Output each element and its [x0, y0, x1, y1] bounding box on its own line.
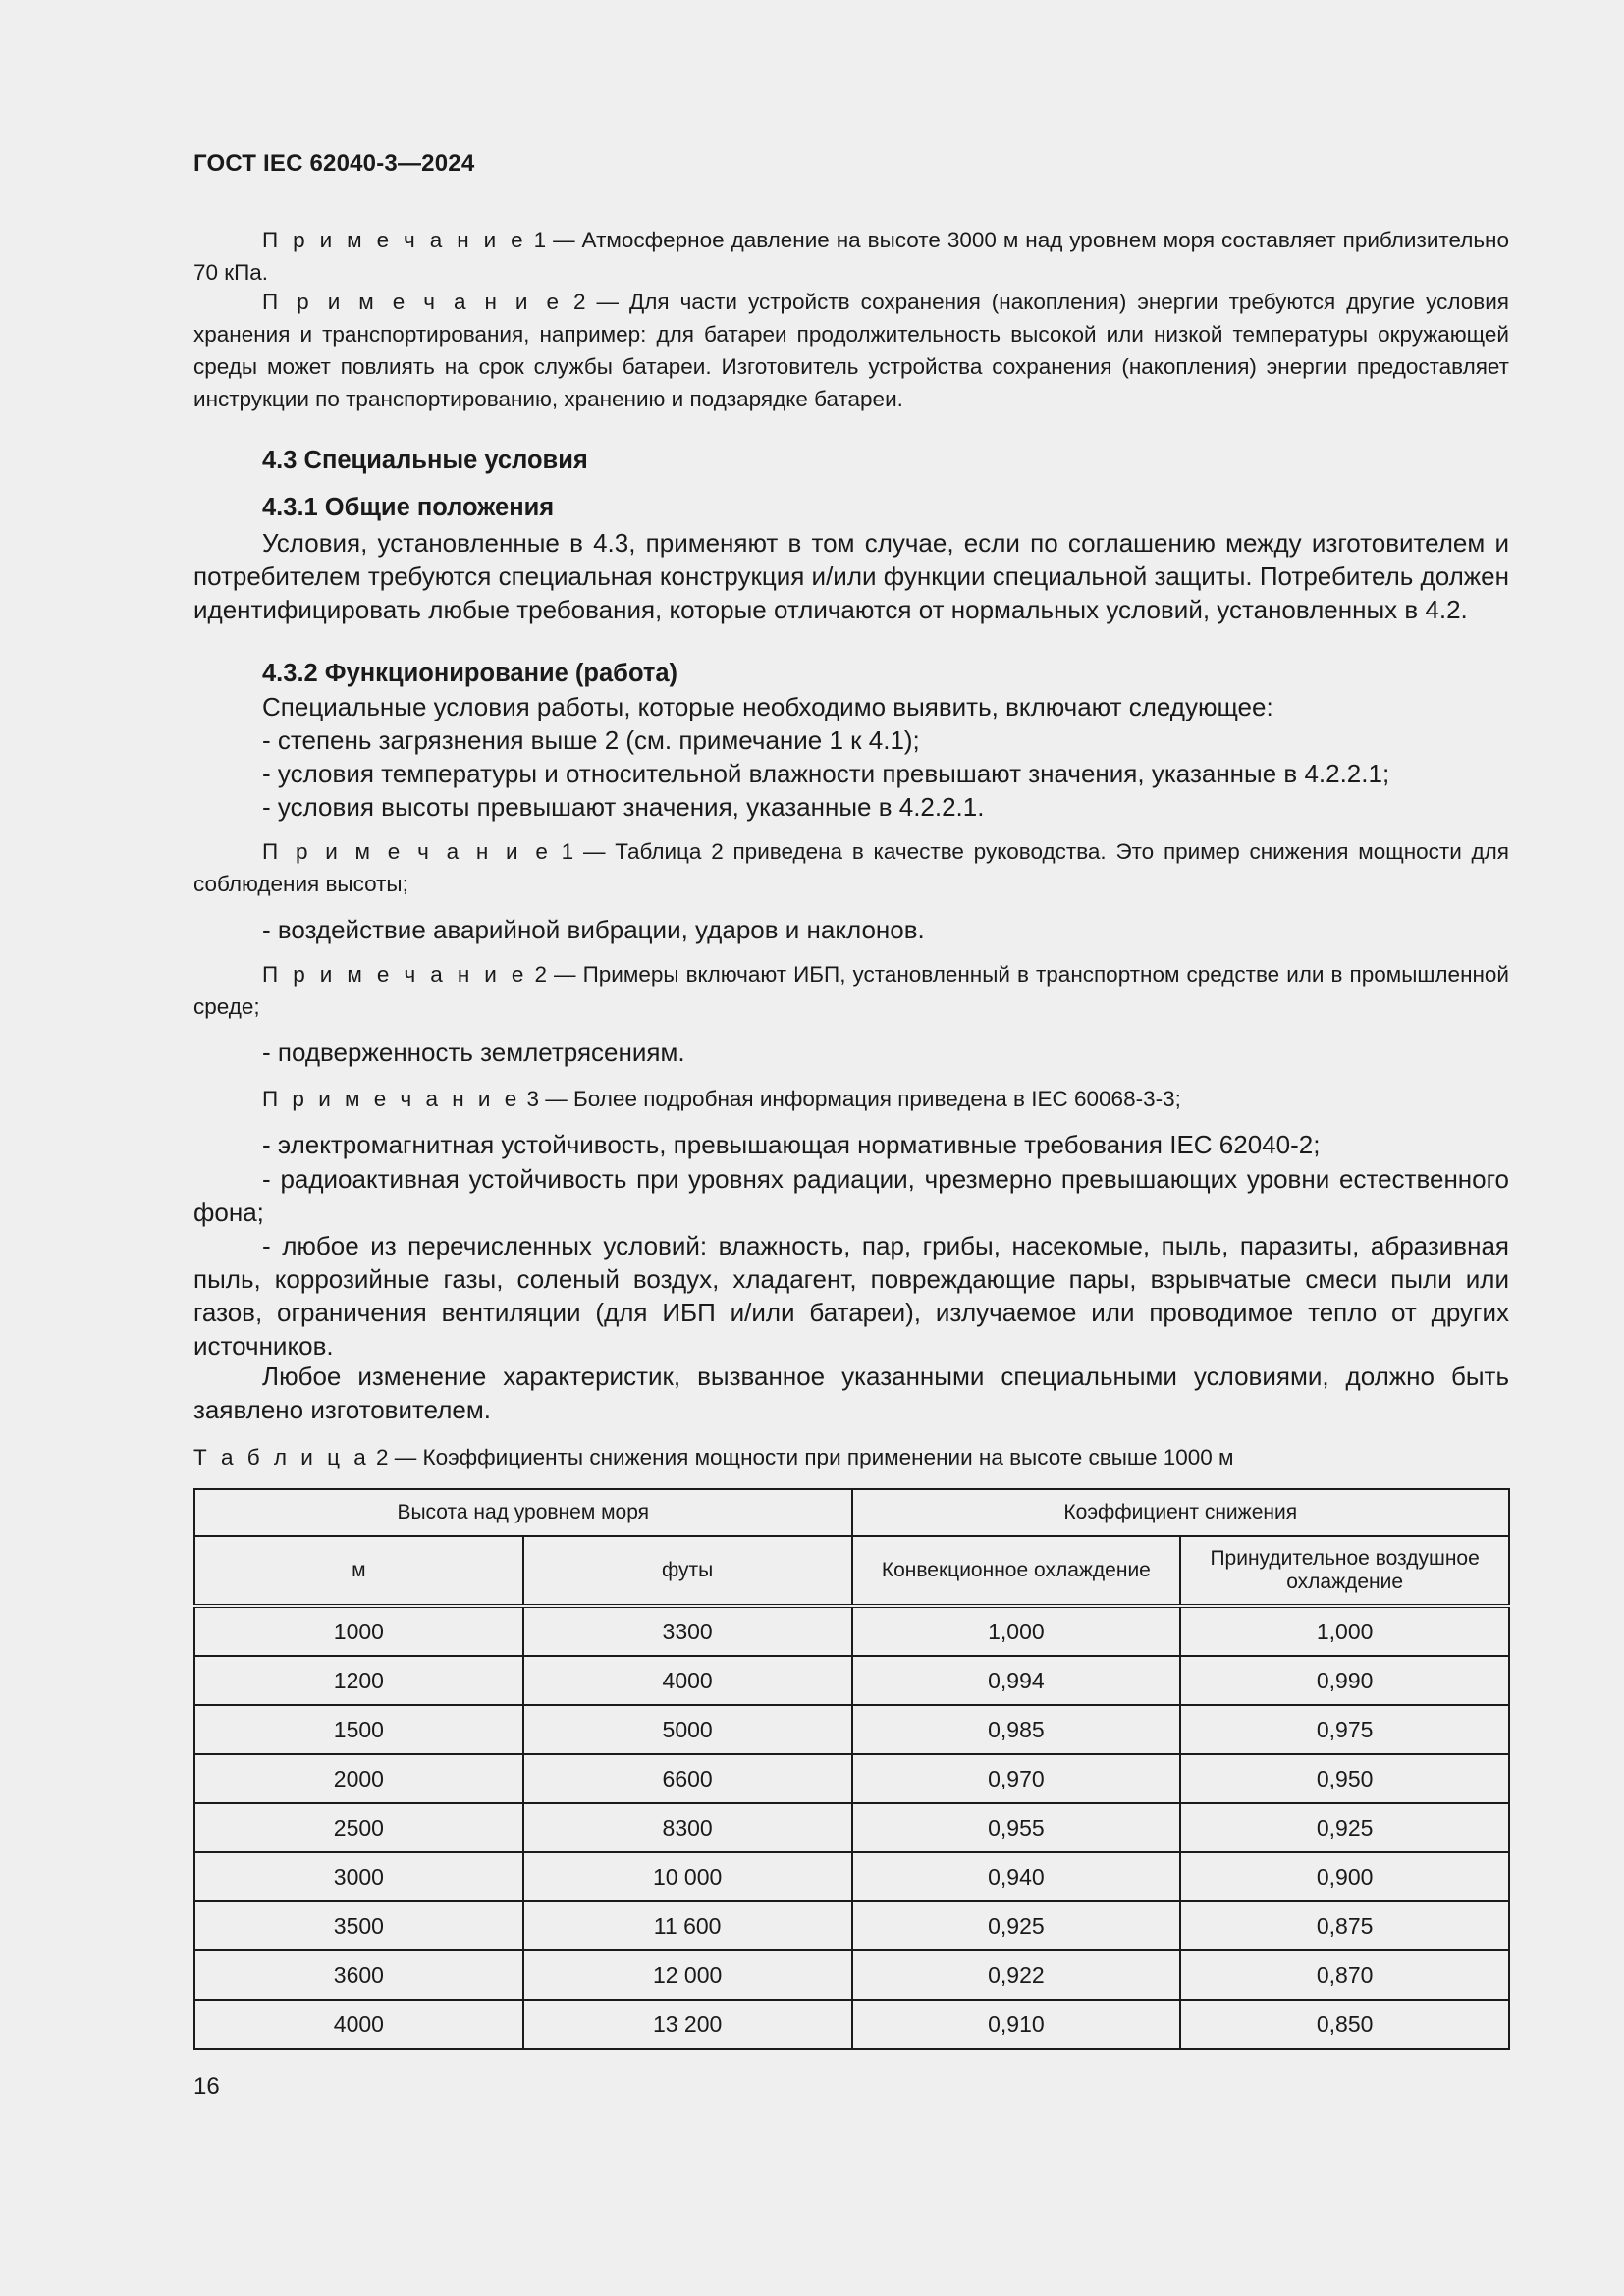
table-cell: 3500	[194, 1901, 523, 1950]
table-cell: 0,985	[852, 1705, 1181, 1754]
section-heading-4-3: 4.3 Специальные условия	[262, 447, 588, 474]
table-cell: 3000	[194, 1852, 523, 1901]
note-label: П р и м е ч а н и е	[262, 228, 527, 252]
table-cell: 0,955	[852, 1803, 1181, 1852]
table-caption	[193, 1445, 1234, 1470]
table-cell: 12 000	[523, 1950, 852, 2000]
paragraph-4-3-1: Условия, установленные в 4.3, применяют в том случае, если по соглашению между изготовителем и потребителем требуются специальная конструкция и/или функции специальной защиты. Потребитель должен идентифицировать любые требования, которые отличаются от нормальных условий, установленных в 4.2.	[193, 528, 1509, 624]
table-group-header: Коэффициент снижения	[852, 1489, 1510, 1536]
table-cell: 13 200	[523, 2000, 852, 2049]
table-cell: 0,994	[852, 1656, 1181, 1705]
list-item: - условия высоты превышают значения, указанные в 4.2.2.1.	[262, 792, 985, 822]
note-3	[193, 1083, 1509, 1115]
list-item: - воздействие аварийной вибрации, ударов и наклонов.	[262, 915, 925, 944]
note-label: П р и м е ч а н и е	[262, 839, 552, 864]
note-text: 1 — Атмосферное давление на высоте 3000 м над уровнем моря составляет приблизительно 70 кПа.	[193, 228, 1509, 285]
table-cell: 0,940	[852, 1852, 1181, 1901]
table-row	[194, 1656, 1509, 1705]
table-column-header: м	[194, 1536, 523, 1606]
table-cell: 0,950	[1180, 1754, 1509, 1803]
table-cell: 5000	[523, 1705, 852, 1754]
table-cell: 4000	[523, 1656, 852, 1705]
table-group-header-row	[194, 1489, 1509, 1536]
table-cell: 0,925	[1180, 1803, 1509, 1852]
table-cell: 0,870	[1180, 1950, 1509, 2000]
table-row	[194, 1754, 1509, 1803]
page-number: 16	[193, 2073, 220, 2100]
table-cell: 2500	[194, 1803, 523, 1852]
table-column-header: Принудительное воздушное охлаждение	[1180, 1536, 1509, 1606]
table-cell: 1,000	[1180, 1606, 1509, 1656]
table-row	[194, 1803, 1509, 1852]
note-1	[193, 835, 1509, 900]
note-label: П р и м е ч а н и е	[262, 1087, 521, 1111]
table-header-row	[194, 1536, 1509, 1606]
table-row	[194, 1901, 1509, 1950]
paragraph-4-3-2: Специальные условия работы, которые необходимо выявить, включают следующее:	[262, 692, 1273, 721]
table-row	[194, 2000, 1509, 2049]
list-item: - радиоактивная устойчивость при уровнях радиации, чрезмерно превышающих уровни естественного фона;	[193, 1164, 1509, 1227]
table-cell: 0,970	[852, 1754, 1181, 1803]
table-cell: 0,975	[1180, 1705, 1509, 1754]
table-cell: 0,900	[1180, 1852, 1509, 1901]
table-cell: 1000	[194, 1606, 523, 1656]
table-cell: 10 000	[523, 1852, 852, 1901]
table-cell: 11 600	[523, 1901, 852, 1950]
note-text: 3 — Более подробная информация приведена в IEC 60068-3-3;	[520, 1087, 1181, 1111]
table-cell: 4000	[194, 2000, 523, 2049]
table-cell: 1200	[194, 1656, 523, 1705]
table-cell: 0,850	[1180, 2000, 1509, 2049]
note-text: 2 — Примеры включают ИБП, установленный в транспортном средстве или в промышленной среде;	[193, 962, 1509, 1019]
document-header: ГОСТ IEC 62040-3—2024	[193, 150, 475, 177]
table-row	[194, 1606, 1509, 1656]
table-cell: 0,922	[852, 1950, 1181, 2000]
table-cell: 8300	[523, 1803, 852, 1852]
derating-table	[193, 1488, 1510, 2050]
section-heading-4-3-1: 4.3.1 Общие положения	[262, 494, 555, 521]
table-cell: 0,990	[1180, 1656, 1509, 1705]
note-text: 1 — Таблица 2 приведена в качестве руководства. Это пример снижения мощности для соблюдения высоты;	[193, 839, 1509, 896]
table-caption-label: Т а б л и ц а	[193, 1445, 370, 1469]
table-row	[194, 1950, 1509, 2000]
table-row	[194, 1705, 1509, 1754]
note-text: 2 — Для части устройств сохранения (накопления) энергии требуются другие условия хранения и транспортирования, например: для батареи продолжительность высокой или низкой температуры окружающей среды может повлиять на срок службы батареи. Изготовитель устройства сохранения (накопления) энергии предоставляет инструкции по транспортированию, хранению и подзарядке батареи.	[193, 290, 1509, 411]
table-cell: 1,000	[852, 1606, 1181, 1656]
table-cell: 3600	[194, 1950, 523, 2000]
note-top-1	[193, 224, 1509, 289]
list-item: - подверженность землетрясениям.	[262, 1038, 685, 1067]
list-item: - любое из перечисленных условий: влажность, пар, грибы, насекомые, пыль, паразиты, абразивная пыль, коррозийные газы, соленый воздух, хладагент, повреждающие пары, взрывчатые смеси пыли или газов, ограничения вентиляции (для ИБП и/или батареи), излучаемое или проводимое тепло от других источников.	[193, 1231, 1509, 1361]
table-row	[194, 1852, 1509, 1901]
table-cell: 3300	[523, 1606, 852, 1656]
list-item: - степень загрязнения выше 2 (см. примечание 1 к 4.1);	[262, 725, 920, 755]
table-caption-text: 2 — Коэффициенты снижения мощности при применении на высоте свыше 1000 м	[369, 1445, 1234, 1469]
table-cell: 1500	[194, 1705, 523, 1754]
note-2	[193, 958, 1509, 1023]
table-cell: 0,925	[852, 1901, 1181, 1950]
list-item: - условия температуры и относительной влажности превышают значения, указанные в 4.2.2.1;	[262, 759, 1390, 788]
table-cell: 0,875	[1180, 1901, 1509, 1950]
paragraph-final: Любое изменение характеристик, вызванное указанными специальными условиями, должно быть заявлено изготовителем.	[193, 1362, 1509, 1424]
note-label: П р и м е ч а н и е	[262, 290, 564, 314]
note-label: П р и м е ч а н и е	[262, 962, 528, 987]
table-column-header: Конвекционное охлаждение	[852, 1536, 1181, 1606]
section-heading-4-3-2: 4.3.2 Функционирование (работа)	[262, 660, 678, 687]
table-cell: 6600	[523, 1754, 852, 1803]
table-cell: 2000	[194, 1754, 523, 1803]
table-cell: 0,910	[852, 2000, 1181, 2049]
list-item: - электромагнитная устойчивость, превышающая нормативные требования IEC 62040-2;	[262, 1130, 1321, 1159]
note-top-2	[193, 286, 1509, 415]
table-group-header: Высота над уровнем моря	[194, 1489, 852, 1536]
table-column-header: футы	[523, 1536, 852, 1606]
